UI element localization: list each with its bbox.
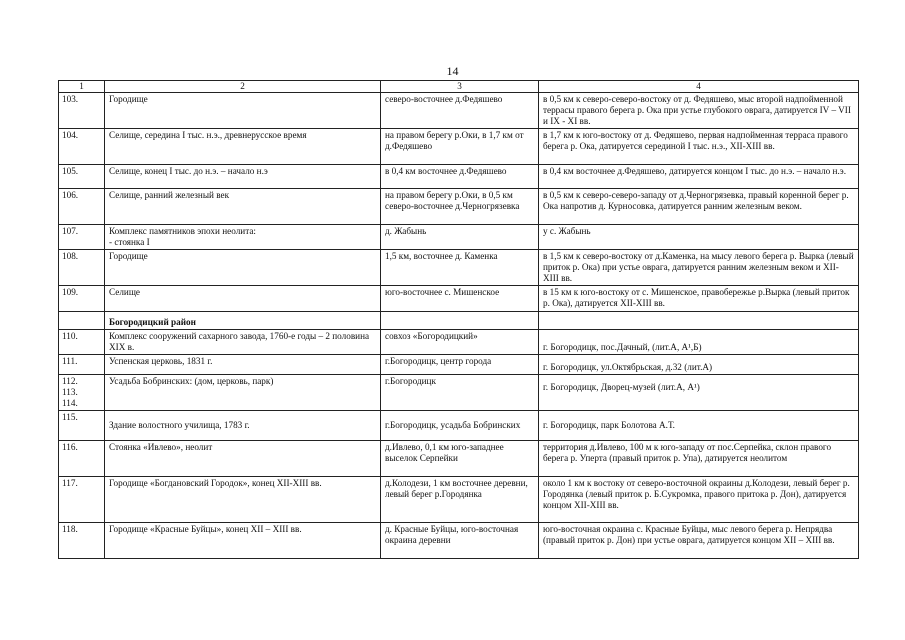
monument-name: Комплекс сооружений сахарного завода, 1760-е годы – 2 половина XIX в. (105, 330, 381, 355)
monument-name: Комплекс памятников эпохи неолита: - стоянка I (105, 225, 381, 250)
row-number: 112. 113. 114. (59, 375, 105, 411)
monument-description: г. Богородицк, парк Болотова А.Т. (539, 411, 859, 441)
monument-location: в 0,4 км восточнее д.Федяшево (381, 165, 539, 189)
monument-name: Городище «Красные Буйцы», конец XII – XIII вв. (105, 523, 381, 559)
monuments-table (58, 80, 859, 559)
monument-location: на правом берегу р.Оки, в 1,7 км от д.Федяшево (381, 129, 539, 165)
monument-name: Селище, ранний железный век (105, 189, 381, 225)
monument-description: около 1 км к востоку от северо-восточной окраины д.Колодези, левый берег р. Городянка (левый приток р. Б.Сукромка, правого притока р. Дон), датируется концом XII-XIII вв. (539, 477, 859, 523)
monument-location (381, 312, 539, 330)
table-row (59, 250, 859, 286)
monument-description: у с. Жабынь (539, 225, 859, 250)
row-number: 107. (59, 225, 105, 250)
column-header: 4 (539, 81, 859, 93)
monument-description: в 0,4 км восточнее д.Федяшево, датируется концом I тыс. до н.э. – начало н.э. (539, 165, 859, 189)
row-number: 118. (59, 523, 105, 559)
row-number: 117. (59, 477, 105, 523)
monument-name: Стоянка «Ивлево», неолит (105, 441, 381, 477)
column-header: 2 (105, 81, 381, 93)
section-title: Богородицкий район (105, 312, 381, 330)
monument-location: на правом берегу р.Оки, в 0,5 км северо-восточнее д.Черногрязевка (381, 189, 539, 225)
table-row (59, 165, 859, 189)
table-row (59, 441, 859, 477)
monument-location: г.Богородицк, усадьба Бобринских (381, 411, 539, 441)
row-number: 109. (59, 286, 105, 312)
monument-name: Городище «Богдановский Городок», конец XII-XIII вв. (105, 477, 381, 523)
row-number: 104. (59, 129, 105, 165)
monument-name: Городище (105, 250, 381, 286)
monument-location: д. Красные Буйцы, юго-восточная окраина деревни (381, 523, 539, 559)
monument-location: северо-восточнее д.Федяшево (381, 93, 539, 129)
table-row (59, 189, 859, 225)
table-row (59, 523, 859, 559)
monument-description: г. Богородицк, пос.Дачный, (лит.А, А¹,Б) (539, 330, 859, 355)
monument-description: территория д.Ивлево, 100 м к юго-западу от пос.Серпейка, склон правого берега р. Уперта (правый приток р. Упа), датируется неолитом (539, 441, 859, 477)
row-number: 105. (59, 165, 105, 189)
section-row (59, 312, 859, 330)
row-number: 106. (59, 189, 105, 225)
monument-name: Усадьба Бобринских: (дом, церковь, парк) (105, 375, 381, 411)
page-number: 14 (446, 64, 459, 78)
column-header: 3 (381, 81, 539, 93)
column-header-row (59, 81, 859, 93)
monument-description: в 1,7 км к юго-востоку от д. Федяшево, первая надпойменная терраса правого берега р. Ока, датируется серединой I тыс. н.э., XII-XIII вв. (539, 129, 859, 165)
monument-name: Городище (105, 93, 381, 129)
monument-location: г.Богородицк, центр города (381, 355, 539, 375)
table-row (59, 375, 859, 411)
monument-description: в 15 км к юго-востоку от с. Мишенское, правобережье р.Вырка (левый приток р. Ока), датируется XII-XIII вв. (539, 286, 859, 312)
monument-description: в 0,5 км к северо-северо-востоку от д. Федяшево, мыс второй надпойменной террасы правого берега р. Ока при устье глубокого оврага, датируется IV – VII и IX - XI вв. (539, 93, 859, 129)
monument-description (539, 312, 859, 330)
table-row (59, 411, 859, 441)
row-number: 116. (59, 441, 105, 477)
row-number (59, 312, 105, 330)
monument-name: Селище, конец I тыс. до н.э. – начало н.э (105, 165, 381, 189)
table-row (59, 330, 859, 355)
monument-location: д. Жабынь (381, 225, 539, 250)
monument-description: юго-восточная окраина с. Красные Буйцы, мыс левого берега р. Непрядва (правый приток р. Дон) при устье оврага, датируется концом XII – XIII вв. (539, 523, 859, 559)
monument-description: в 0,5 км к северо-северо-западу от д.Черногрязевка, правый коренной берег р. Ока напротив д. Курносовка, датируется ранним железным веком. (539, 189, 859, 225)
monument-location: д.Колодези, 1 км восточнее деревни, левый берег р.Городянка (381, 477, 539, 523)
table-row (59, 286, 859, 312)
table-row (59, 355, 859, 375)
row-number: 111. (59, 355, 105, 375)
row-number: 108. (59, 250, 105, 286)
monument-name: Селище (105, 286, 381, 312)
monument-location: д.Ивлево, 0,1 км юго-западнее выселок Серпейки (381, 441, 539, 477)
monument-location: 1,5 км, восточнее д. Каменка (381, 250, 539, 286)
column-header: 1 (59, 81, 105, 93)
row-number: 115. (59, 411, 105, 441)
monument-description: г. Богородицк, ул.Октябрьская, д.32 (лит.А) (539, 355, 859, 375)
row-number: 103. (59, 93, 105, 129)
monument-location: совхоз «Богородицкий» (381, 330, 539, 355)
monument-description: в 1,5 км к северо-востоку от д.Каменка, на мысу левого берега р. Вырка (левый приток р. Ока) при устье оврага, датируется ранним железным веком и XII-XIII вв. (539, 250, 859, 286)
table-row (59, 129, 859, 165)
monument-name: Селище, середина I тыс. н.э., древнерусское время (105, 129, 381, 165)
row-number: 110. (59, 330, 105, 355)
monument-name: Успенская церковь, 1831 г. (105, 355, 381, 375)
table-row (59, 93, 859, 129)
table-row (59, 225, 859, 250)
monument-location: юго-восточнее с. Мишенское (381, 286, 539, 312)
monument-description: г. Богородицк, Дворец-музей (лит.А, А¹) (539, 375, 859, 411)
monument-location: г.Богородицк (381, 375, 539, 411)
table-row (59, 477, 859, 523)
monument-name: Здание волостного училища, 1783 г. (105, 411, 381, 441)
